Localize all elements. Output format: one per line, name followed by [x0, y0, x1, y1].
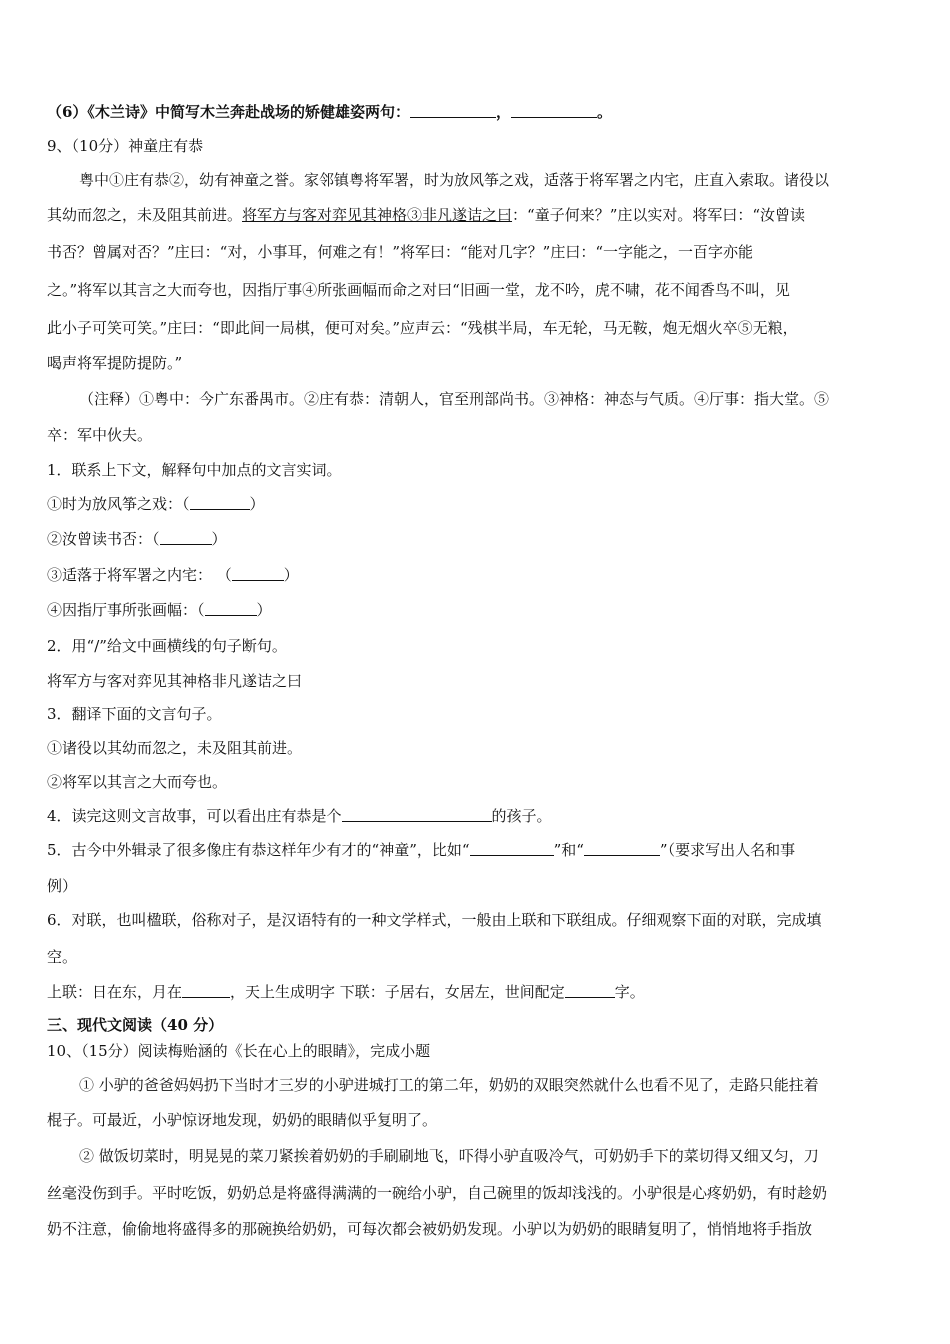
- notes-line-1: （注释）①粤中：今广东番禺市。②庄有恭：清朝人，官至刑部尚书。③神格：神态与气质。④厅事：指大堂。⑤: [79, 390, 830, 408]
- q10-p1-line-2: 棍子。可最近，小驴惊讶地发现，奶奶的眼睛似乎复明了。: [47, 1111, 438, 1129]
- close-paren: ）: [283, 566, 299, 584]
- sub1-item-1-text: ①时为放风筝之戏：（: [47, 495, 190, 513]
- passage-line-5: 此小子可笑可笑。”庄曰：“即此间一局棋，便可对矣。”应声云：“残棋半局，车无轮，马无鞍，炮无烟火卒⑤无粮，: [47, 319, 798, 337]
- answer-blank: [205, 601, 257, 616]
- answer-blank: [565, 983, 615, 998]
- couplet-a: 上联：日在东，月在: [47, 983, 183, 1001]
- close-paren: ）: [256, 601, 272, 619]
- q6-blank-1: [410, 103, 496, 118]
- answer-blank: [190, 495, 250, 510]
- underlined-sentence: 将军方与客对弈见其神格③非凡遂诘之曰: [242, 206, 513, 224]
- sub1-item-4-text: ④因指厅事所张画幅：（: [47, 601, 205, 619]
- answer-blank: [470, 841, 554, 856]
- sub4-text-a: 4．读完这则文言故事，可以看出庄有恭是个: [47, 807, 342, 825]
- couplet-b: ，天上生成明字 下联：子居右，女居左，世间配定: [230, 983, 565, 1001]
- q10-header: 10、（15分）阅读梅贻涵的《长在心上的眼睛》，完成小题: [47, 1042, 431, 1060]
- sub5-text-c: ”（要求写出人名和事: [659, 841, 796, 859]
- sub5-line: [47, 840, 795, 860]
- sub3-sentence-1: ①诸役以其幼而忽之，未及阻其前进。: [47, 739, 303, 757]
- passage-line-3: 书否？曾属对否？”庄曰：“对，小事耳，何难之有！”将军曰：“能对几字？”庄曰：“一字能之，一百字亦能: [47, 243, 754, 261]
- sub1-item-2: [47, 529, 227, 549]
- q10-p2-line-1: ② 做饭切菜时，明晃晃的菜刀紧挨着奶奶的手刷刷地飞，吓得小驴直吸冷气，可奶奶手下的菜切得又细又匀，刀: [79, 1147, 819, 1165]
- answer-blank: [342, 807, 492, 822]
- answer-blank: [182, 983, 230, 998]
- answer-blank: [232, 566, 284, 581]
- sub6-line-1: 6．对联，也叫楹联，俗称对子，是汉语特有的一种文学样式，一般由上联和下联组成。仔细观察下面的对联，完成填: [47, 911, 822, 929]
- passage-line-2a: 其幼而忽之，未及阻其前进。: [47, 206, 243, 224]
- q10-p1-line-1: ① 小驴的爸爸妈妈扔下当时才三岁的小驴进城打工的第二年，奶奶的双眼突然就什么也看不见了，走路只能拄着: [79, 1076, 819, 1094]
- couplet-line: [47, 982, 645, 1002]
- sub5-text-a: 5．古今中外辑录了很多像庄有恭这样年少有才的“神童”，比如“: [47, 841, 470, 859]
- sub6-line-2: 空。: [47, 948, 78, 966]
- passage-line-4: 之。”将军以其言之大而夸也，因指厅事④所张画幅而命之对曰“旧画一堂，龙不吟，虎不啸，花不闻香鸟不叫，见: [47, 281, 790, 299]
- q10-p2-line-2: 丝毫没伤到手。平时吃饭，奶奶总是将盛得满满的一碗给小驴，自己碗里的饭却浅浅的。小驴很是心疼奶奶，有时趁奶: [47, 1184, 828, 1202]
- sub2-title: 2．用“/”给文中画横线的句子断句。: [47, 637, 287, 655]
- sub1-title: 1．联系上下文，解释句中加点的文言实词。: [47, 461, 342, 479]
- sub1-item-3-text: ③适落于将军署之内宅： （: [47, 566, 232, 584]
- q6-end: 。: [596, 103, 612, 121]
- answer-blank: [584, 841, 660, 856]
- q6-sep: ，: [495, 103, 511, 121]
- q6-blank-2: [511, 103, 597, 118]
- close-paren: ）: [211, 530, 227, 548]
- sub1-item-3: [47, 565, 299, 585]
- sub1-item-2-text: ②汝曾读书否：（: [47, 530, 160, 548]
- sub4-line: [47, 806, 552, 826]
- sub1-item-4: [47, 600, 272, 620]
- close-paren: ）: [249, 495, 265, 513]
- couplet-c: 字。: [614, 983, 645, 1001]
- sub5-line-2: 例）: [47, 877, 78, 895]
- passage-line-2b: ：“童子何来？”庄以实对。将军曰：“汝曾读: [512, 206, 806, 224]
- notes-line-2: 卒：军中伙夫。: [47, 426, 153, 444]
- section3-title: 三、现代文阅读（40 分）: [47, 1016, 224, 1034]
- answer-blank: [160, 530, 212, 545]
- sub1-item-1: [47, 494, 265, 514]
- q10-p2-line-3: 奶不注意，偷偷地将盛得多的那碗换给奶奶，可每次都会被奶奶发现。小驴以为奶奶的眼睛复明了，悄悄地将手指放: [47, 1220, 813, 1238]
- sub3-title: 3．翻译下面的文言句子。: [47, 705, 222, 723]
- passage-line-2: [47, 205, 805, 225]
- sub3-sentence-2: ②将军以其言之大而夸也。: [47, 773, 228, 791]
- q6-text: （6）《木兰诗》中简写木兰奔赴战场的矫健雄姿两句：: [47, 103, 410, 121]
- sub5-text-b: ”和“: [553, 841, 584, 859]
- passage-line-1: 粤中①庄有恭②，幼有神童之誉。家邻镇粤将军署，时为放风筝之戏，适落于将军署之内宅，庄直入索取。诸役以: [79, 171, 830, 189]
- sub2-sentence: 将军方与客对弈见其神格非凡遂诘之曰: [47, 672, 303, 690]
- q6-line: [47, 102, 612, 122]
- sub4-text-b: 的孩子。: [491, 807, 552, 825]
- q9-header: 9、（10分）神童庄有恭: [47, 137, 204, 155]
- passage-line-6: 喝声将军提防提防。”: [47, 354, 183, 372]
